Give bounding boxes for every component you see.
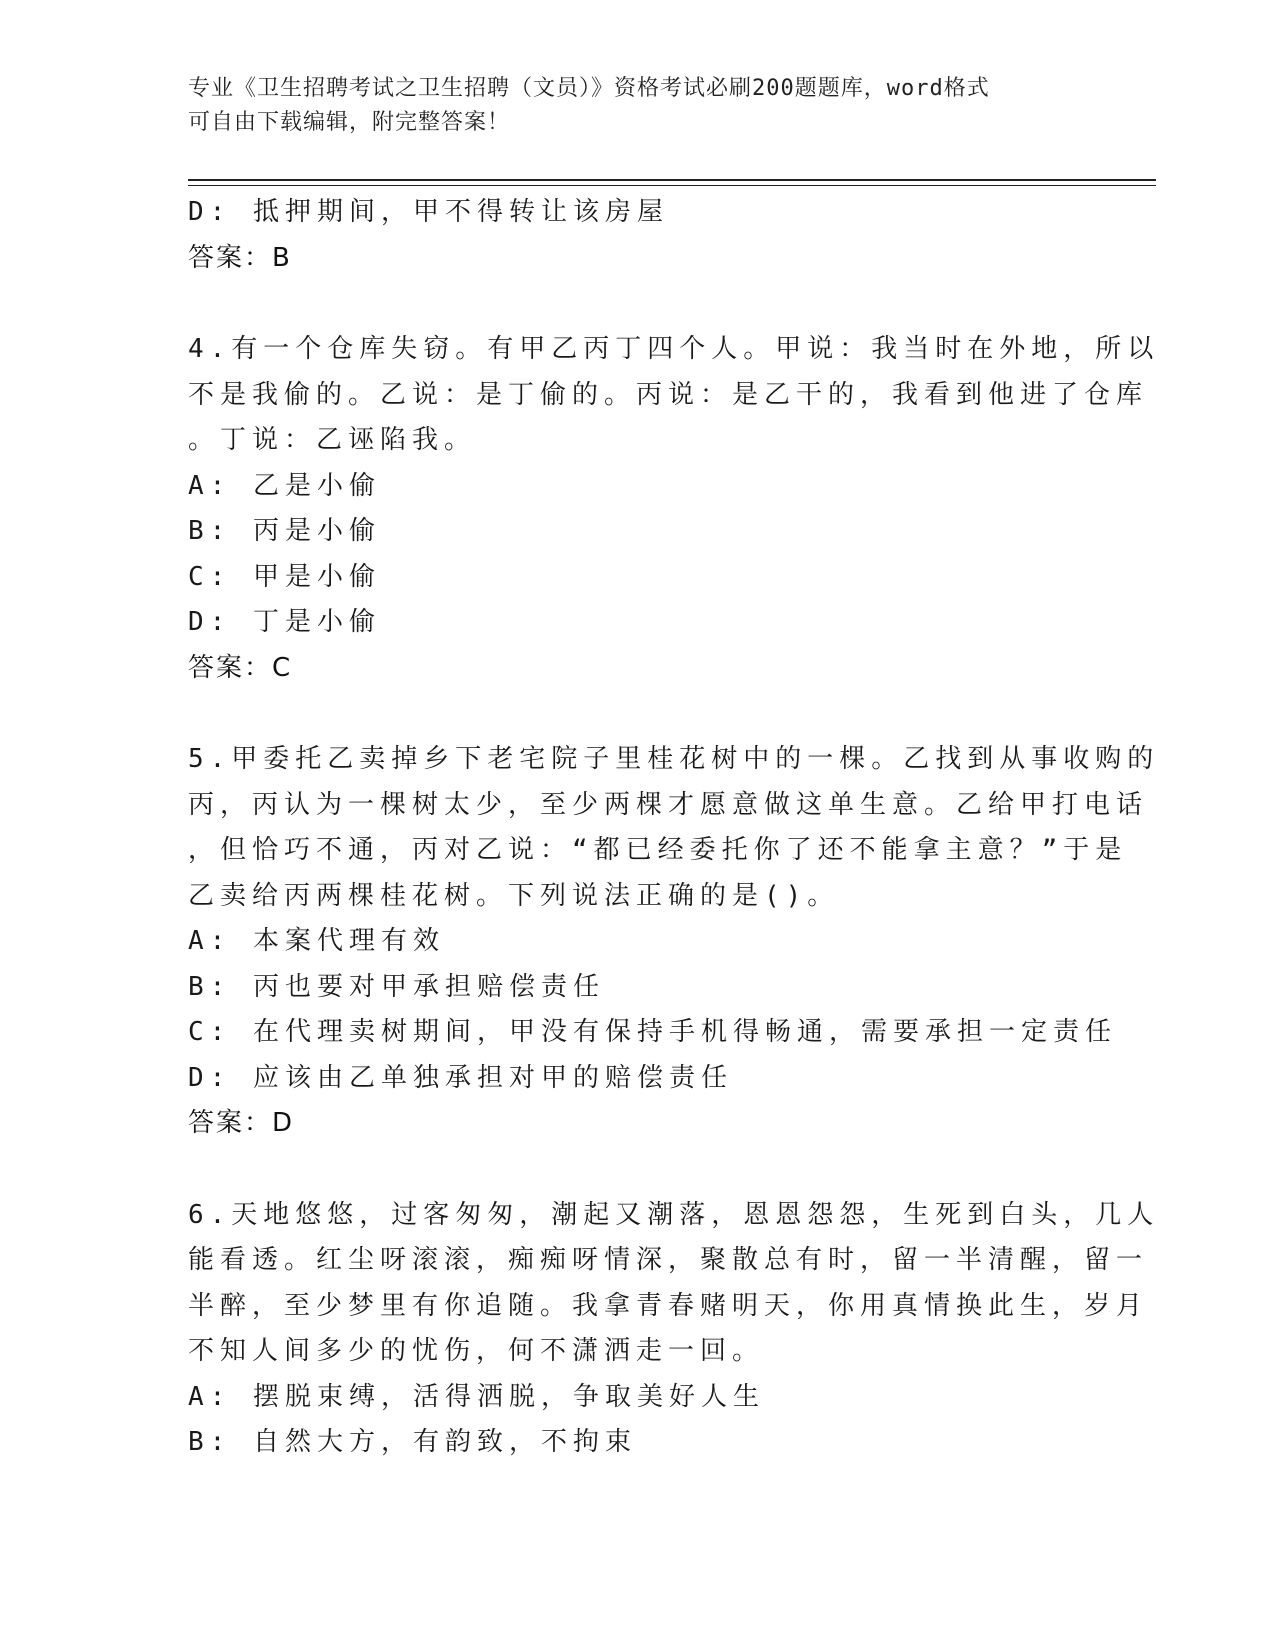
option-a: A: 乙是小偷 — [188, 470, 381, 501]
spacer — [188, 281, 1088, 327]
question-stem-line: 乙卖给丙两棵桂花树。下列说法正确的是()。 — [188, 880, 840, 911]
question-stem-line: 5.甲委托乙卖掉乡下老宅院子里桂花树中的一棵。乙找到从事收购的 — [188, 744, 1160, 774]
spacer — [188, 1147, 1088, 1193]
question-stem-line: 丙，丙认为一棵树太少，至少两棵才愿意做这单生意。乙给甲打电话 — [188, 789, 1149, 820]
question-stem-line: 不知人间多少的忧伤，何不潇洒走一回。 — [188, 1336, 765, 1366]
question-stem-line: 6.天地悠悠，过客匆匆，潮起又潮落，恩恩怨怨，生死到白头，几人 — [188, 1199, 1160, 1230]
option-c: C: 在代理卖树期间，甲没有保持手机得畅通，需要承担一定责任 — [188, 1017, 1117, 1047]
question-stem-line: 不是我偷的。乙说：是丁偷的。丙说：是乙干的，我看到他进了仓库 — [188, 379, 1149, 410]
option-a: A: 摆脱束缚，活得洒脱，争取美好人生 — [188, 1381, 765, 1412]
question-5 — [188, 737, 1160, 1147]
document-header — [188, 72, 1068, 140]
option-b: B: 自然大方，有韵致，不拘束 — [188, 1427, 637, 1457]
option-c: C: 甲是小偷 — [188, 561, 381, 592]
option-d: D: 抵押期间，甲不得转让该房屋 — [188, 197, 669, 227]
question-6 — [188, 1193, 1160, 1466]
header-divider-thick — [188, 179, 1156, 181]
question-stem-line: 4.有一个仓库失窃。有甲乙丙丁四个人。甲说：我当时在外地，所以 — [188, 334, 1160, 364]
question-stem-line: 半醉，至少梦里有你追随。我拿青春赌明天，你用真情换此生，岁月 — [188, 1290, 1149, 1321]
option-b: B: 丙也要对甲承担赔偿责任 — [188, 971, 605, 1002]
answer: 答案：B — [188, 242, 292, 273]
document-body — [188, 190, 1160, 1466]
header-line-1: 专业《卫生招聘考试之卫生招聘（文员）》资格考试必刷200题题库，word格式 — [188, 76, 990, 101]
header-line-2: 可自由下载编辑，附完整答案！ — [188, 110, 511, 135]
question-stem-line: 。丁说：乙诬陷我。 — [188, 425, 477, 455]
question-4 — [188, 327, 1160, 691]
answer: 答案：D — [188, 1108, 295, 1138]
option-d: D: 应该由乙单独承担对甲的赔偿责任 — [188, 1062, 733, 1093]
option-a: A: 本案代理有效 — [188, 926, 445, 956]
answer: 答案：C — [188, 652, 293, 683]
question-stem-line: ，但恰巧不通，丙对乙说：“都已经委托你了还不能拿主意？”于是 — [188, 835, 1128, 865]
option-d: D: 丁是小偷 — [188, 607, 381, 637]
header-divider-thin — [188, 185, 1156, 186]
option-b: B: 丙是小偷 — [188, 516, 381, 546]
question-3 — [188, 190, 1088, 281]
question-stem-line: 能看透。红尘呀滚滚，痴痴呀情深，聚散总有时，留一半清醒，留一 — [188, 1245, 1149, 1275]
spacer — [188, 691, 1088, 737]
